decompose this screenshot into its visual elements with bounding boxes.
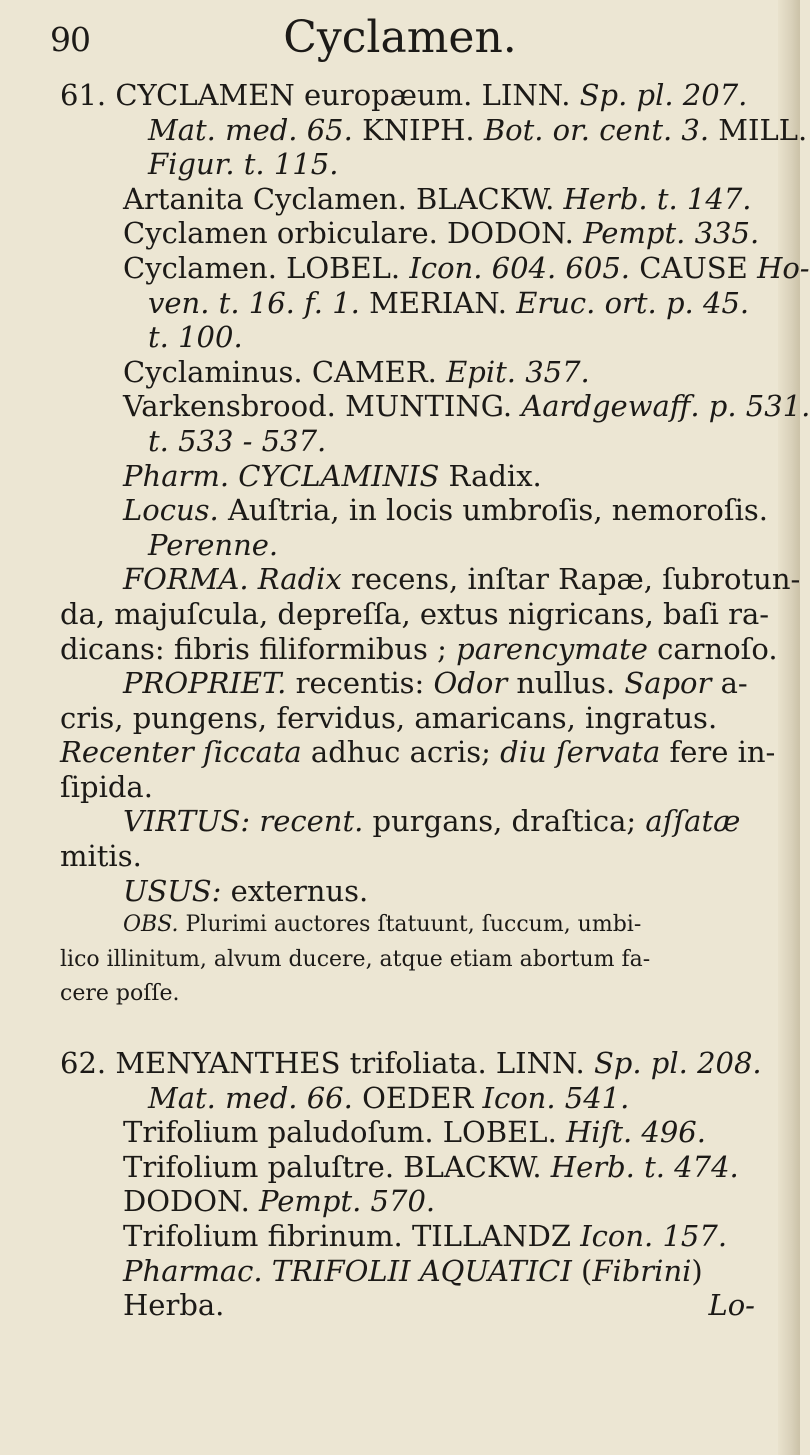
- italic-run: USUS:: [123, 873, 222, 908]
- text-line: [60, 908, 775, 943]
- text-line: [60, 597, 775, 632]
- text-run: cere poſſe.: [60, 981, 180, 1007]
- italic-run: FORMA. Radix: [123, 562, 342, 597]
- text-line: [60, 1184, 775, 1219]
- text-line: [60, 1288, 775, 1323]
- text-run: purgans, draſtica;: [363, 804, 646, 839]
- text-line: [60, 735, 775, 770]
- text-run: externus.: [221, 873, 369, 908]
- text-run: Cyclamen. LOBEL.: [123, 250, 410, 285]
- text-line: [60, 977, 775, 1012]
- italic-run: Eruc. ort. p. 45.: [516, 285, 750, 320]
- text-run: Trifolium paluſtre. BLACKW.: [123, 1149, 551, 1184]
- text-run: recentis:: [286, 666, 434, 701]
- italic-run: Pharmac. TRIFOLII AQUATICI: [123, 1253, 572, 1288]
- text-run: dicans: fibris filiformibus ;: [60, 631, 457, 666]
- text-run: Plurimi auctores ſtatuunt, ſuccum, umbi-: [178, 912, 642, 938]
- italic-run: Mat. med. 66.: [148, 1080, 353, 1115]
- text-run: da, majuſcula, depreſſa, extus nigricans, baſi ra-: [60, 596, 770, 631]
- text-run: MERIAN.: [359, 285, 517, 320]
- text-line: [60, 631, 778, 667]
- text-line: [60, 770, 775, 805]
- text-run: Auſtria, in locis umbroſis, nemoroſis.: [218, 493, 768, 528]
- text-run: Varkensbrood. MUNTING.: [123, 389, 522, 424]
- text-run: recens, inſtar Rapæ, ſubrotun-: [341, 562, 801, 597]
- italic-run: Ho-: [757, 250, 810, 285]
- text-line: [60, 943, 775, 978]
- text-line: [60, 286, 775, 321]
- text-line: [60, 666, 775, 701]
- text-line: [60, 147, 775, 182]
- italic-run: Fibrini: [592, 1253, 692, 1288]
- text-run: adhuc acris;: [301, 735, 501, 770]
- italic-run: t. 100.: [148, 320, 243, 355]
- running-title: Cyclamen.: [283, 12, 517, 63]
- italic-run: Icon. 157.: [580, 1219, 728, 1253]
- text-run: ): [691, 1253, 703, 1288]
- italic-run: Aardgewaff. p. 531.: [521, 389, 810, 424]
- italic-run: Epit. 357.: [446, 354, 590, 389]
- text-line: [60, 839, 775, 874]
- italic-run: Hiſt. 496.: [566, 1115, 706, 1150]
- text-run: a-: [711, 666, 748, 701]
- text-run: ſipida.: [60, 769, 153, 804]
- italic-run: diu ſervata: [500, 735, 661, 770]
- italic-run: t. 533 - 537.: [148, 423, 327, 458]
- italic-run: Bot. or. cent. 3.: [483, 112, 710, 147]
- text-run: MILL.: [709, 112, 808, 147]
- text-run: 61. CYCLAMEN europæum. LINN.: [60, 78, 580, 112]
- italic-run: Perenne.: [148, 527, 279, 562]
- italic-run: Odor: [433, 666, 508, 701]
- italic-run: Figur. t. 115.: [148, 147, 339, 182]
- italic-run: Locus.: [123, 493, 219, 528]
- text-run: (: [571, 1253, 593, 1288]
- text-line: [60, 528, 775, 563]
- italic-run: OBS.: [123, 912, 179, 938]
- text-line: [60, 1219, 775, 1254]
- text-run: Cyclaminus. CAMER.: [123, 354, 447, 389]
- page-edge: [778, 0, 800, 1455]
- text-line: [60, 216, 775, 251]
- text-line: [60, 1115, 775, 1150]
- text-line: [60, 874, 775, 909]
- italic-run: Pharm. CYCLAMINIS: [123, 458, 440, 493]
- page-number: 90: [50, 20, 90, 59]
- page-body: [60, 78, 810, 1323]
- text-run: lico illinitum, alvum ducere, atque etiam abortum fa-: [60, 946, 651, 972]
- italic-run: Herb. t. 474.: [550, 1149, 739, 1184]
- text-line: [60, 701, 775, 736]
- italic-run: Sp. pl. 208.: [593, 1046, 762, 1081]
- italic-run: Pempt. 570.: [259, 1184, 436, 1219]
- italic-run: Pempt. 335.: [583, 216, 760, 251]
- text-run: Radix.: [439, 458, 542, 493]
- text-line: [60, 424, 775, 459]
- paragraph-gap: [60, 1012, 775, 1046]
- text-run: Artanita Cyclamen. BLACKW.: [123, 181, 564, 216]
- text-line: [60, 320, 775, 355]
- text-line: [60, 1046, 775, 1081]
- text-line: [60, 355, 775, 390]
- text-line: [60, 562, 801, 597]
- text-run: DODON.: [123, 1184, 260, 1219]
- text-run: OEDER: [352, 1080, 483, 1115]
- text-run: Trifolium paludoſum. LOBEL.: [123, 1115, 567, 1150]
- text-run: CAUSE: [630, 250, 758, 285]
- text-run: cris, pungens, fervidus, amaricans, ingratus.: [60, 700, 718, 735]
- italic-run: Sp. pl. 207.: [579, 78, 748, 112]
- page-header: [0, 12, 800, 62]
- italic-run: PROPRIET.: [123, 666, 287, 701]
- italic-run: ven. t. 16. f. 1.: [148, 285, 360, 320]
- text-line: [60, 804, 775, 839]
- text-line: [60, 78, 775, 113]
- text-run: KNIPH.: [352, 112, 484, 147]
- text-run: carnoſo.: [647, 631, 778, 666]
- italic-run: Recenter ſiccata: [60, 735, 302, 770]
- text-run: fere in-: [660, 735, 776, 770]
- italic-run: Herb. t. 147.: [563, 181, 752, 216]
- text-run: mitis.: [60, 839, 142, 874]
- text-line: [60, 1150, 775, 1185]
- text-run: Herba.: [123, 1288, 225, 1323]
- text-line: [60, 250, 810, 286]
- text-line: [60, 1254, 775, 1289]
- italic-run: parencymate: [456, 631, 648, 666]
- text-line: [60, 182, 775, 217]
- text-line: [60, 389, 810, 424]
- text-run: nullus.: [507, 666, 625, 701]
- text-run: Trifolium fibrinum. TILLANDZ: [123, 1219, 581, 1253]
- italic-run: Sapor: [624, 666, 712, 701]
- italic-run: aſſatæ: [645, 804, 741, 839]
- text-run: 62. MENYANTHES trifoliata. LINN.: [60, 1046, 594, 1081]
- italic-run: Icon. 604. 605.: [409, 250, 631, 285]
- italic-run: Mat. med. 65.: [148, 112, 353, 147]
- text-line: [60, 459, 775, 494]
- text-line: [60, 1081, 775, 1116]
- italic-run: Icon. 541.: [482, 1080, 630, 1115]
- text-run: Cyclamen orbiculare. DODON.: [123, 216, 584, 251]
- italic-run: VIRTUS: recent.: [123, 804, 364, 839]
- text-line: [60, 493, 775, 528]
- catchword: Lo-: [708, 1288, 755, 1323]
- text-line: [60, 112, 808, 148]
